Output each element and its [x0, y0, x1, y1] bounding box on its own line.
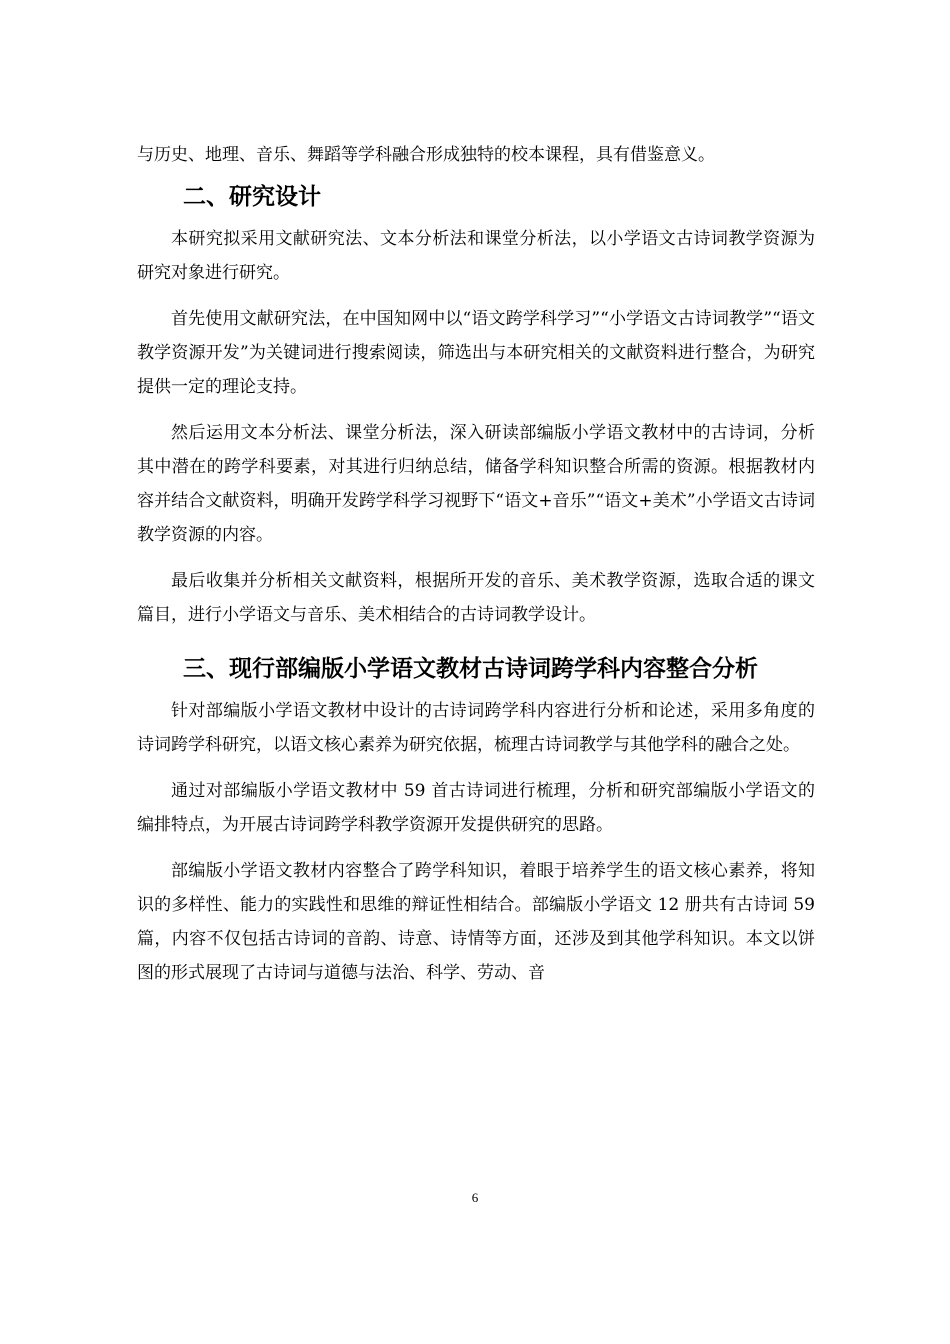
paragraph-text-analysis-method: 然后运用文本分析法、课堂分析法，深入研读部编版小学语文教材中的古诗词，分析其中潜在的跨学科要素，对其进行归纳总结，储备学科知识整合所需的资源。根据教材内容并结合文献资料，明确开发跨学科学习视野下“语文+音乐”“语文+美术”小学语文古诗词教学资源的内容。 — [137, 423, 815, 545]
paragraph-59-poems: 通过对部编版小学语文教材中 59 首古诗词进行梳理，分析和研究部编版小学语文的编排特点，为开展古诗词跨学科教学资源开发提供研究的思路。 — [137, 781, 815, 835]
carry-over-paragraph: 与历史、地理、音乐、舞蹈等学科融合形成独特的校本课程，具有借鉴意义。 — [137, 145, 715, 165]
paragraph-literature-method: 首先使用文献研究法，在中国知网中以“语文跨学科学习”“小学语文古诗词教学”“语文教学资源开发”为关键词进行搜索阅读，筛选出与本研究相关的文献资料进行整合，为研究提供一定的理论支持。 — [137, 309, 815, 397]
spacer — [137, 762, 815, 774]
paragraph-analysis-approach: 针对部编版小学语文教材中设计的古诗词跨学科内容进行分析和论述，采用多角度的诗词跨学科研究，以语文核心素养为研究依据，梳理古诗词教学与其他学科的融合之处。 — [137, 701, 815, 755]
paragraph-teaching-design: 最后收集并分析相关文献资料，根据所开发的音乐、美术教学资源，选取合适的课文篇目，进行小学语文与音乐、美术相结合的古诗词教学设计。 — [137, 571, 815, 625]
section-heading-research-design: 二、研究设计 — [183, 183, 321, 210]
spacer — [137, 552, 815, 564]
spacer — [137, 632, 815, 648]
page-number: 6 — [471, 1190, 479, 1205]
spacer — [137, 842, 815, 854]
page-body — [137, 138, 815, 990]
spacer — [137, 290, 815, 302]
paragraph-research-methods: 本研究拟采用文献研究法、文本分析法和课堂分析法，以小学语文古诗词教学资源为研究对象进行研究。 — [137, 229, 815, 283]
spacer — [137, 404, 815, 416]
section-heading-integration-analysis: 三、现行部编版小学语文教材古诗词跨学科内容整合分析 — [183, 655, 758, 682]
paragraph-textbook-integration: 部编版小学语文教材内容整合了跨学科知识，着眼于培养学生的语文核心素养，将知识的多样性、能力的实践性和思维的辩证性相结合。部编版小学语文 12 册共有古诗词 59 篇，内容不仅包括古诗词的音韵、诗意、诗情等方面，还涉及到其他学科知识。本文以饼图的形式展现了古诗词与道德与法治、科学、劳动、音 — [137, 861, 815, 983]
